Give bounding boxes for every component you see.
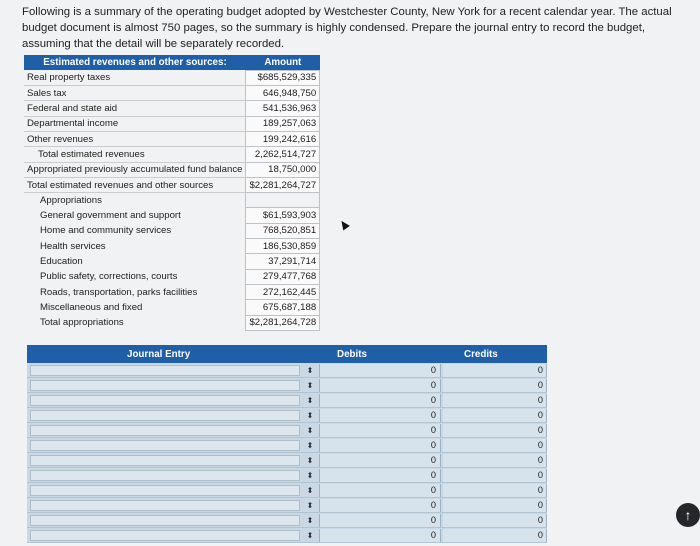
journal-row bbox=[27, 423, 547, 438]
budget-row bbox=[24, 239, 320, 254]
budget-row bbox=[24, 254, 320, 269]
appropriation-amount: 186,530,859 bbox=[246, 239, 320, 254]
journal-row bbox=[27, 483, 547, 498]
col-journal-entry: Journal Entry bbox=[127, 349, 191, 360]
debit-input[interactable]: 0 bbox=[319, 394, 441, 407]
budget-row bbox=[24, 315, 320, 330]
debit-input[interactable]: 0 bbox=[319, 364, 441, 377]
budget-row bbox=[24, 300, 320, 315]
journal-row bbox=[27, 408, 547, 423]
credit-input[interactable]: 0 bbox=[443, 499, 547, 512]
revenue-label: Departmental income bbox=[24, 116, 246, 131]
journal-entry-table bbox=[27, 345, 547, 543]
journal-row bbox=[27, 378, 547, 393]
budget-row bbox=[24, 116, 320, 131]
budget-row bbox=[24, 193, 320, 208]
journal-row bbox=[27, 528, 547, 543]
account-select[interactable] bbox=[30, 515, 300, 526]
budget-row bbox=[24, 269, 320, 284]
revenue-label: Real property taxes bbox=[24, 70, 246, 85]
budget-row bbox=[24, 284, 320, 299]
header-label: Estimated revenues and other sources: bbox=[24, 55, 246, 70]
budget-header-row bbox=[24, 55, 320, 70]
debit-input[interactable]: 0 bbox=[319, 469, 441, 482]
debit-input[interactable]: 0 bbox=[319, 499, 441, 512]
account-select[interactable] bbox=[30, 485, 300, 496]
account-select[interactable] bbox=[30, 440, 300, 451]
budget-row bbox=[24, 162, 320, 177]
select-spinner-icon[interactable]: ⬍ bbox=[306, 501, 314, 510]
credit-input[interactable]: 0 bbox=[443, 514, 547, 527]
appropriation-amount: 768,520,851 bbox=[246, 223, 320, 238]
total-appropriations-amount: $2,281,264,728 bbox=[246, 315, 320, 330]
revenue-amount: 199,242,616 bbox=[246, 131, 320, 146]
select-spinner-icon[interactable]: ⬍ bbox=[306, 366, 314, 375]
credit-input[interactable]: 0 bbox=[443, 469, 547, 482]
problem-statement: Following is a summary of the operating budget adopted by Westchester County, New York for a recent calendar year. The actual budget document is almost 750 pages, so the summary is highly condensed. Prepare the journal entry to record the budget, assuming that the detail will be separately recorded. bbox=[22, 6, 672, 50]
budget-row bbox=[24, 86, 320, 101]
appropriation-label: Miscellaneous and fixed bbox=[40, 301, 143, 313]
credit-input[interactable]: 0 bbox=[443, 364, 547, 377]
revenue-amount: 646,948,750 bbox=[246, 86, 320, 101]
debit-input[interactable]: 0 bbox=[319, 439, 441, 452]
budget-row bbox=[24, 70, 320, 85]
journal-row bbox=[27, 513, 547, 528]
debit-input[interactable]: 0 bbox=[319, 379, 441, 392]
account-select[interactable] bbox=[30, 530, 300, 541]
credit-input[interactable]: 0 bbox=[443, 484, 547, 497]
appropriation-label: Roads, transportation, parks facilities bbox=[40, 286, 198, 298]
budget-row bbox=[24, 223, 320, 238]
select-spinner-icon[interactable]: ⬍ bbox=[306, 471, 314, 480]
appropriation-amount: 279,477,768 bbox=[246, 269, 320, 284]
appropriations-heading: Appropriations bbox=[40, 195, 102, 207]
mouse-cursor-icon bbox=[338, 219, 350, 231]
select-spinner-icon[interactable]: ⬍ bbox=[306, 486, 314, 495]
debit-input[interactable]: 0 bbox=[319, 514, 441, 527]
select-spinner-icon[interactable]: ⬍ bbox=[306, 381, 314, 390]
budget-row bbox=[24, 147, 320, 162]
revenue-label: Federal and state aid bbox=[24, 101, 246, 116]
col-debits: Debits bbox=[337, 349, 367, 360]
budget-summary-table bbox=[24, 55, 320, 331]
account-select[interactable] bbox=[30, 395, 300, 406]
total-appropriations-label: Total appropriations bbox=[40, 317, 124, 329]
credit-input[interactable]: 0 bbox=[443, 409, 547, 422]
appropriation-amount: 675,687,188 bbox=[246, 300, 320, 315]
total-estimated-revenues-label: Total estimated revenues bbox=[24, 147, 246, 162]
journal-row bbox=[27, 438, 547, 453]
account-select[interactable] bbox=[30, 470, 300, 481]
budget-row bbox=[24, 208, 320, 223]
appropriation-label: General government and support bbox=[40, 210, 181, 222]
account-select[interactable] bbox=[30, 410, 300, 421]
revenue-amount: 541,536,963 bbox=[246, 101, 320, 116]
appropriation-amount: $61,593,903 bbox=[246, 208, 320, 223]
journal-row bbox=[27, 468, 547, 483]
credit-input[interactable]: 0 bbox=[443, 394, 547, 407]
scroll-up-button[interactable]: ↑ bbox=[676, 503, 700, 527]
account-select[interactable] bbox=[30, 425, 300, 436]
revenue-amount: $685,529,335 bbox=[246, 70, 320, 85]
select-spinner-icon[interactable]: ⬍ bbox=[306, 441, 314, 450]
select-spinner-icon[interactable]: ⬍ bbox=[306, 531, 314, 540]
revenue-label: Sales tax bbox=[24, 86, 246, 101]
select-spinner-icon[interactable]: ⬍ bbox=[306, 456, 314, 465]
debit-input[interactable]: 0 bbox=[319, 454, 441, 467]
debit-input[interactable]: 0 bbox=[319, 424, 441, 437]
credit-input[interactable]: 0 bbox=[443, 439, 547, 452]
debit-input[interactable]: 0 bbox=[319, 484, 441, 497]
budget-row bbox=[24, 131, 320, 146]
fund-balance-amount: 18,750,000 bbox=[246, 162, 320, 177]
journal-row bbox=[27, 393, 547, 408]
journal-row bbox=[27, 453, 547, 468]
credit-input[interactable]: 0 bbox=[443, 529, 547, 542]
account-select[interactable] bbox=[30, 380, 300, 391]
appropriation-label: Home and community services bbox=[40, 225, 172, 237]
total-estimated-revenues-amount: 2,262,514,727 bbox=[246, 147, 320, 162]
journal-row bbox=[27, 363, 547, 378]
credit-input[interactable]: 0 bbox=[443, 454, 547, 467]
select-spinner-icon[interactable]: ⬍ bbox=[306, 516, 314, 525]
journal-header bbox=[27, 345, 547, 363]
select-spinner-icon[interactable]: ⬍ bbox=[306, 396, 314, 405]
appropriation-label: Education bbox=[40, 256, 83, 267]
select-spinner-icon[interactable]: ⬍ bbox=[306, 411, 314, 420]
header-amount: Amount bbox=[246, 55, 320, 70]
total-sources-label: Total estimated revenues and other sources bbox=[24, 177, 246, 192]
revenue-amount: 189,257,063 bbox=[246, 116, 320, 131]
revenue-label: Other revenues bbox=[24, 131, 246, 146]
account-select[interactable] bbox=[30, 365, 300, 376]
appropriation-label: Health services bbox=[40, 240, 106, 252]
debit-input[interactable]: 0 bbox=[319, 409, 441, 422]
col-credits: Credits bbox=[464, 349, 498, 360]
budget-row bbox=[24, 101, 320, 116]
debit-input[interactable]: 0 bbox=[319, 529, 441, 542]
account-select[interactable] bbox=[30, 500, 300, 511]
appropriation-amount: 37,291,714 bbox=[246, 254, 320, 269]
appropriation-amount: 272,162,445 bbox=[246, 284, 320, 299]
credit-input[interactable]: 0 bbox=[443, 424, 547, 437]
credit-input[interactable]: 0 bbox=[443, 379, 547, 392]
budget-row bbox=[24, 177, 320, 192]
account-select[interactable] bbox=[30, 455, 300, 466]
total-sources-amount: $2,281,264,727 bbox=[246, 177, 320, 192]
fund-balance-label: Appropriated previously accumulated fund balance bbox=[24, 162, 246, 177]
select-spinner-icon[interactable]: ⬍ bbox=[306, 426, 314, 435]
journal-row bbox=[27, 498, 547, 513]
appropriation-label: Public safety, corrections, courts bbox=[40, 271, 178, 283]
